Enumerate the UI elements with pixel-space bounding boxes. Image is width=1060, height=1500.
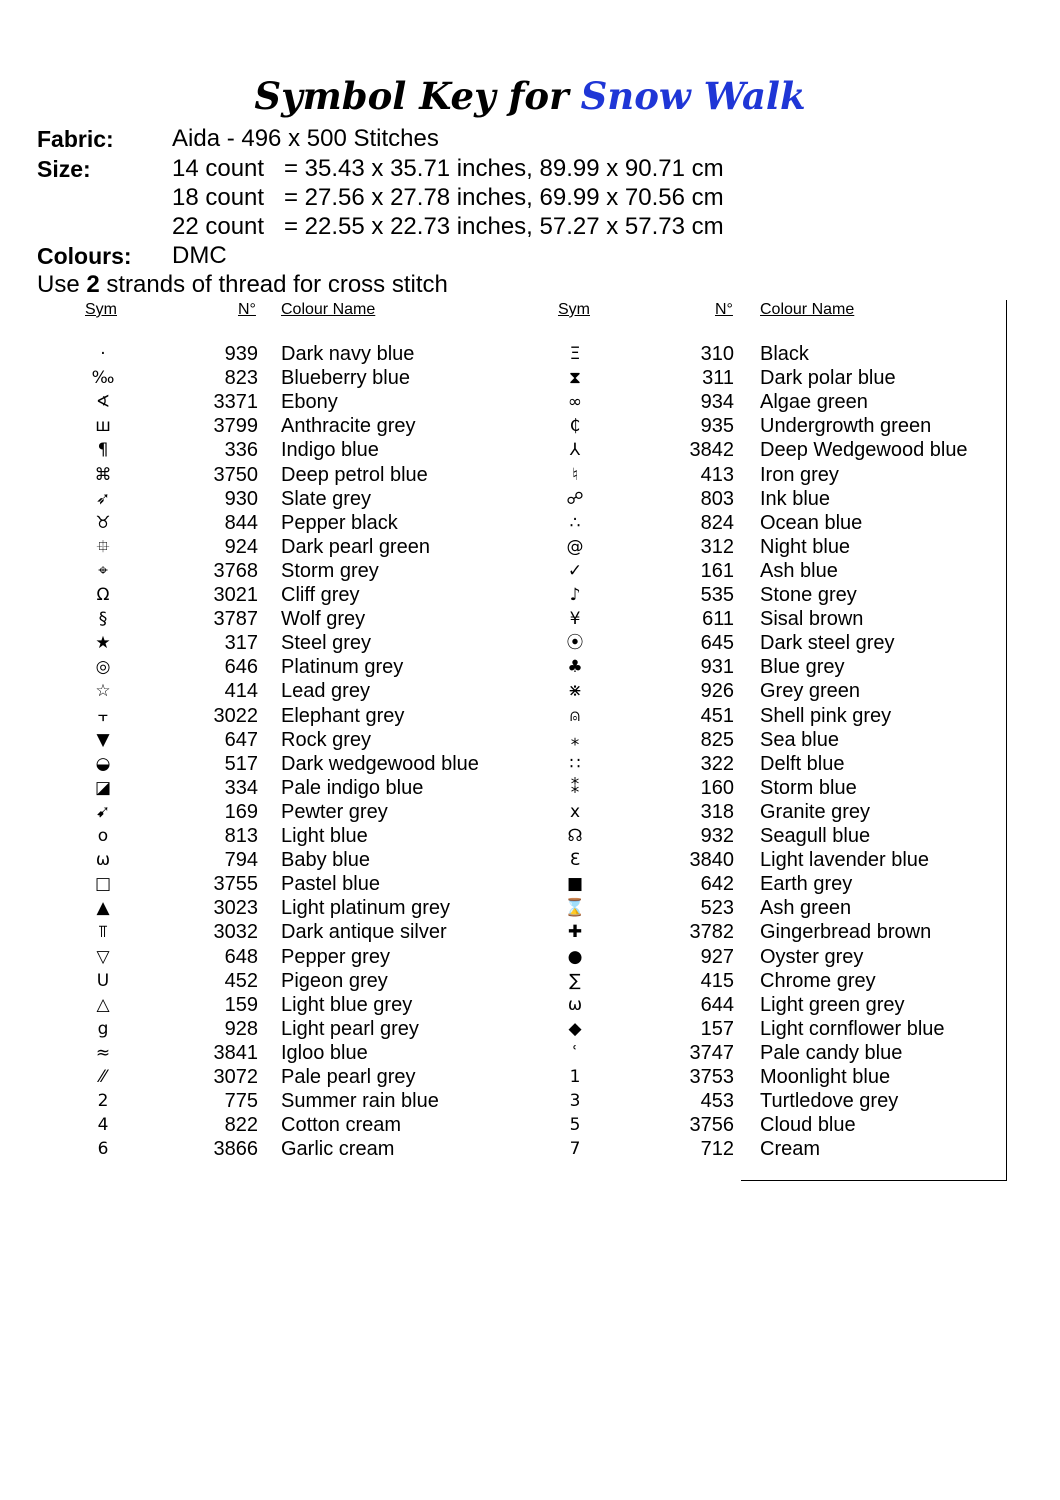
colour-name: Grey green: [760, 680, 861, 703]
colour-name: Cloud blue: [760, 1114, 856, 1137]
symbol-glyph: ∑: [569, 970, 581, 991]
size-dims: = 22.55 x 22.73 inches, 57.27 x 57.73 cm: [284, 213, 724, 240]
colour-name: Ink blue: [760, 487, 831, 510]
dmc-number: 336: [224, 439, 258, 462]
symbol-glyph: ¶: [97, 440, 109, 461]
colour-name: Gingerbread brown: [760, 921, 932, 944]
symbol-glyph: ✓: [567, 560, 583, 581]
dmc-number: 3750: [213, 463, 258, 486]
dmc-number: 318: [700, 800, 734, 823]
dmc-number: 824: [700, 511, 734, 534]
dmc-number: 934: [700, 391, 734, 414]
dmc-number: 644: [700, 993, 734, 1016]
symbol-glyph: @: [566, 536, 584, 557]
strands-count: 2: [86, 271, 100, 298]
key-row: [0, 776, 1000, 800]
dmc-number: 932: [700, 825, 734, 847]
dmc-number: 646: [224, 656, 258, 679]
colour-name: Anthracite grey: [281, 415, 416, 438]
key-row: [0, 1041, 1000, 1065]
key-row: [0, 1017, 1000, 1041]
dmc-number: 813: [224, 825, 258, 847]
colour-name: Pale candy blue: [760, 1041, 903, 1064]
symbol-glyph: g: [97, 1018, 109, 1039]
symbol-glyph: ⫟: [97, 705, 109, 726]
symbol-glyph: ■: [566, 874, 584, 895]
symbol-glyph: 7: [569, 1139, 581, 1160]
key-row: [0, 487, 1000, 511]
key-row: [0, 655, 1000, 679]
dmc-number: 159: [224, 993, 258, 1016]
dmc-number: 415: [700, 969, 734, 992]
dmc-number: 451: [700, 704, 734, 727]
symbol-glyph: ▽: [96, 946, 110, 967]
symbol-glyph: 6: [97, 1139, 109, 1160]
dmc-number: 311: [702, 367, 734, 390]
colour-name: Oyster grey: [760, 945, 864, 968]
dmc-number: 939: [224, 343, 258, 365]
key-row: [0, 414, 1000, 438]
colour-name: Ash green: [760, 897, 852, 920]
colour-name: Blueberry blue: [281, 367, 410, 390]
symbol-glyph: □: [94, 874, 112, 895]
dmc-number: 3747: [689, 1041, 734, 1064]
colour-name: Algae green: [760, 391, 868, 414]
colour-name: Sea blue: [760, 728, 839, 751]
colour-name: Cream: [760, 1138, 821, 1161]
key-row: [0, 631, 1000, 655]
dmc-number: 775: [224, 1090, 258, 1113]
key-row: [0, 1089, 1000, 1113]
key-row: [0, 559, 1000, 583]
dmc-number: 3799: [213, 415, 258, 438]
symbol-glyph: Ω: [96, 585, 110, 605]
dmc-number: 935: [700, 415, 734, 438]
dmc-number: 3021: [213, 584, 258, 606]
header-num-right: N°: [715, 301, 733, 318]
dmc-number: 160: [700, 776, 734, 799]
dmc-number: 924: [224, 535, 258, 558]
size-count: 18 count: [172, 184, 265, 211]
colour-name: Earth grey: [760, 873, 853, 896]
key-row: [0, 511, 1000, 535]
table-border-bottom: [741, 1180, 1007, 1181]
symbol-glyph: 3: [569, 1091, 581, 1112]
header-num-left: N°: [238, 301, 256, 318]
key-row: [0, 896, 1000, 920]
colour-name: Igloo blue: [281, 1041, 368, 1064]
dmc-number: 822: [224, 1114, 258, 1137]
symbol-glyph: ✚: [567, 922, 583, 943]
colour-name: Lead grey: [281, 680, 370, 703]
symbol-glyph: ∷: [569, 753, 581, 774]
key-row: [0, 728, 1000, 752]
colour-name: Ocean blue: [760, 511, 863, 534]
colour-name: Baby blue: [281, 849, 370, 872]
key-row: [0, 824, 1000, 848]
symbol-glyph: ∢: [95, 392, 111, 413]
colour-name: Slate grey: [281, 487, 372, 510]
symbol-glyph: ⁑: [570, 777, 580, 798]
key-row: [0, 920, 1000, 944]
symbol-glyph: ⌖: [98, 560, 108, 581]
symbol-glyph: ≈: [95, 1042, 111, 1063]
key-row: [0, 752, 1000, 776]
dmc-number: 3841: [213, 1041, 258, 1064]
symbol-glyph: Ɛ: [569, 850, 581, 871]
fabric-label: Fabric:: [37, 126, 114, 152]
colour-name: Blue grey: [760, 656, 845, 679]
size-count: 22 count: [172, 213, 265, 240]
symbol-glyph: ‰: [91, 368, 115, 389]
symbol-glyph: ⍝: [569, 705, 581, 726]
symbol-glyph: 2: [97, 1091, 109, 1112]
dmc-number: 3072: [213, 1066, 258, 1088]
key-row: [0, 438, 1000, 462]
colour-name: Night blue: [760, 535, 851, 558]
symbol-glyph: Ս: [96, 970, 110, 991]
key-row: [0, 390, 1000, 414]
symbol-glyph: ¥: [569, 609, 581, 630]
colour-name: Cliff grey: [281, 584, 360, 606]
dmc-number: 647: [224, 728, 258, 751]
symbol-glyph: ⌛: [564, 898, 586, 919]
colour-name: Garlic cream: [281, 1138, 395, 1161]
dmc-number: 312: [700, 535, 734, 558]
symbol-glyph: ⁎: [570, 729, 580, 750]
header-sym-left: Sym: [85, 301, 117, 318]
symbol-glyph: 5: [569, 1115, 581, 1136]
colour-name: Cotton cream: [281, 1114, 402, 1137]
symbol-glyph: ⌘: [94, 464, 112, 485]
colour-name: Light pearl grey: [281, 1017, 419, 1040]
colour-name: Dark polar blue: [760, 367, 896, 390]
key-row: [0, 1113, 1000, 1137]
key-row: [0, 1065, 1000, 1089]
colour-name: Dark navy blue: [281, 343, 415, 365]
key-row: [0, 679, 1000, 703]
key-row: [0, 993, 1000, 1017]
size-dims: = 35.43 x 35.71 inches, 89.99 x 90.71 cm: [284, 155, 724, 182]
symbol-glyph: x: [569, 801, 581, 822]
colour-name: Wolf grey: [281, 608, 366, 631]
header-name-right: Colour Name: [760, 301, 855, 318]
symbol-glyph: ☆: [95, 681, 111, 702]
dmc-number: 645: [700, 632, 734, 655]
symbol-glyph: △: [96, 994, 110, 1015]
key-row: [0, 583, 1000, 607]
dmc-number: 3032: [213, 921, 258, 944]
strands-pre: Use: [37, 271, 87, 298]
size-label: Size:: [37, 156, 91, 182]
dmc-number: 3371: [213, 391, 258, 414]
colour-name: Dark steel grey: [760, 632, 895, 655]
dmc-number: 3768: [213, 559, 258, 582]
colour-name: Pewter grey: [281, 800, 388, 823]
colour-name: Light blue grey: [281, 993, 413, 1016]
colour-name: Elephant grey: [281, 704, 405, 727]
dmc-number: 611: [702, 608, 734, 631]
symbol-glyph: o: [97, 826, 109, 846]
colour-name: Turtledove grey: [760, 1090, 899, 1113]
key-row: [0, 463, 1000, 487]
symbol-glyph: ♮: [571, 464, 579, 485]
colour-name: Seagull blue: [760, 825, 871, 847]
colour-name: Light cornflower blue: [760, 1017, 945, 1040]
symbol-glyph: ⅄: [569, 440, 581, 461]
colour-name: Black: [760, 343, 809, 365]
colour-name: Stone grey: [760, 584, 857, 606]
colours-label: Colours:: [37, 243, 132, 269]
symbol-glyph: ∞: [567, 392, 583, 413]
dmc-number: 322: [700, 752, 734, 775]
symbol-glyph: Ξ: [569, 344, 581, 364]
colour-name: Deep Wedgewood blue: [760, 439, 968, 462]
fabric-value: Aida - 496 x 500 Stitches: [172, 125, 439, 152]
symbol-glyph: ★: [95, 633, 111, 654]
symbol-glyph: ♪: [569, 585, 581, 605]
colour-name: Iron grey: [760, 463, 839, 486]
symbol-glyph: ☍: [566, 488, 584, 509]
colour-name: Platinum grey: [281, 656, 404, 679]
symbol-glyph: 4: [97, 1115, 109, 1136]
title-prefix: Symbol Key for: [254, 74, 569, 118]
dmc-number: 648: [224, 945, 258, 968]
symbol-glyph: 1: [569, 1067, 581, 1087]
dmc-number: 3866: [213, 1138, 258, 1161]
colour-name: Light blue: [281, 825, 368, 847]
key-row: [0, 969, 1000, 993]
dmc-number: 3842: [689, 439, 734, 462]
symbol-glyph: ⫪: [98, 922, 108, 943]
dmc-number: 452: [224, 969, 258, 992]
dmc-number: 3755: [213, 873, 258, 896]
colour-name: Chrome grey: [760, 969, 876, 992]
dmc-number: 930: [224, 487, 258, 510]
size-count: 14 count: [172, 155, 265, 182]
page-title: [0, 74, 1060, 118]
colour-name: Pigeon grey: [281, 969, 388, 992]
dmc-number: 535: [700, 584, 734, 606]
symbol-glyph: ◪: [94, 777, 112, 798]
symbol-glyph: §: [98, 609, 108, 630]
key-row: [0, 872, 1000, 896]
dmc-number: 794: [224, 849, 258, 872]
strands-note: [37, 271, 448, 299]
title-pattern-name: Snow Walk: [580, 74, 806, 118]
dmc-number: 928: [224, 1017, 258, 1040]
dmc-number: 803: [700, 487, 734, 510]
symbol-glyph: ♉: [95, 512, 111, 533]
key-row: [0, 366, 1000, 390]
colour-name: Dark pearl green: [281, 535, 430, 558]
colour-name: Deep petrol blue: [281, 463, 428, 486]
dmc-number: 317: [224, 632, 258, 655]
dmc-number: 413: [700, 463, 734, 486]
dmc-number: 3023: [213, 897, 258, 920]
dmc-number: 823: [224, 367, 258, 390]
colour-name: Light platinum grey: [281, 897, 450, 920]
dmc-number: 453: [700, 1090, 734, 1113]
colour-name: Pale indigo blue: [281, 776, 424, 799]
symbol-glyph: ∴: [569, 512, 581, 533]
dmc-number: 3756: [689, 1114, 734, 1137]
colour-name: Moonlight blue: [760, 1066, 891, 1088]
colour-name: Pastel blue: [281, 873, 380, 896]
size-dims: = 27.56 x 27.78 inches, 69.99 x 70.56 cm: [284, 184, 724, 211]
symbol-glyph: ▼: [96, 729, 110, 750]
colour-name: Dark wedgewood blue: [281, 752, 479, 775]
colour-name: Storm blue: [760, 776, 857, 799]
symbol-glyph: ʿ: [572, 1042, 578, 1063]
symbol-glyph: ω: [95, 850, 111, 871]
key-row: [0, 704, 1000, 728]
dmc-number: 310: [700, 343, 734, 365]
symbol-glyph: ◎: [95, 657, 111, 678]
strands-post: strands of thread for cross stitch: [99, 271, 448, 298]
symbol-glyph: ·: [100, 344, 106, 364]
size-18-line: [172, 184, 724, 212]
dmc-number: 927: [700, 945, 734, 968]
dmc-number: 3753: [689, 1066, 734, 1088]
colour-name: Shell pink grey: [760, 704, 892, 727]
symbol-glyph: ⧗: [569, 368, 581, 389]
symbol-glyph: ☊: [567, 826, 583, 846]
table-border-right: [1006, 300, 1007, 1180]
dmc-number: 3782: [689, 921, 734, 944]
dmc-number: 3840: [689, 849, 734, 872]
colour-name: Storm grey: [281, 559, 379, 582]
dmc-number: 169: [224, 800, 258, 823]
colour-name: Delft blue: [760, 752, 845, 775]
colour-name: Undergrowth green: [760, 415, 932, 438]
colour-name: Sisal brown: [760, 608, 864, 631]
symbol-glyph: ш: [95, 416, 111, 437]
colour-name: Granite grey: [760, 800, 871, 823]
dmc-number: 414: [224, 680, 258, 703]
dmc-number: 334: [224, 776, 258, 799]
dmc-number: 157: [700, 1017, 734, 1040]
colour-name: Pepper black: [281, 511, 398, 534]
colour-name: Light lavender blue: [760, 849, 930, 872]
header-name-left: Colour Name: [281, 301, 376, 318]
colour-name: Pale pearl grey: [281, 1066, 416, 1088]
symbol-glyph: ⦿: [566, 633, 584, 654]
symbol-glyph: ●: [567, 946, 583, 967]
size-14-line: [172, 155, 724, 183]
symbol-glyph: ω: [567, 994, 583, 1015]
symbol-glyph: ⯐: [96, 536, 110, 557]
symbol-glyph: ◆: [568, 1018, 582, 1039]
size-22-line: [172, 213, 724, 241]
colour-name: Ash blue: [760, 559, 838, 582]
colour-name: Ebony: [281, 391, 338, 414]
key-row: [0, 607, 1000, 631]
dmc-number: 3787: [213, 608, 258, 631]
symbol-glyph: ◒: [95, 753, 111, 774]
symbol-glyph: ♣: [567, 657, 583, 678]
symbol-glyph: ➹: [95, 801, 111, 822]
dmc-number: 926: [700, 680, 734, 703]
dmc-number: 931: [700, 656, 734, 679]
symbol-glyph: ▲: [96, 898, 110, 919]
colour-name: Light green grey: [760, 993, 905, 1016]
colour-name: Dark antique silver: [281, 921, 447, 944]
dmc-number: 844: [224, 511, 258, 534]
colour-name: Summer rain blue: [281, 1090, 439, 1113]
symbol-glyph: ➶: [95, 488, 111, 509]
key-row: [0, 848, 1000, 872]
key-row: [0, 800, 1000, 824]
colours-value: DMC: [172, 242, 227, 269]
symbol-glyph: ⁄⁄: [100, 1067, 106, 1087]
key-row: [0, 945, 1000, 969]
dmc-number: 523: [700, 897, 734, 920]
header-sym-right: Sym: [558, 301, 590, 318]
dmc-number: 517: [224, 752, 258, 775]
key-row: [0, 535, 1000, 559]
symbol-glyph: ⋇: [567, 681, 583, 702]
symbol-glyph: ₵: [569, 416, 581, 437]
dmc-number: 3022: [213, 704, 258, 727]
dmc-number: 712: [700, 1138, 734, 1161]
key-row: [0, 342, 1000, 366]
colour-name: Pepper grey: [281, 945, 390, 968]
key-row: [0, 1137, 1000, 1161]
colour-name: Rock grey: [281, 728, 372, 751]
dmc-number: 642: [700, 873, 734, 896]
colour-name: Indigo blue: [281, 439, 379, 462]
colour-name: Steel grey: [281, 632, 372, 655]
dmc-number: 161: [700, 559, 734, 582]
dmc-number: 825: [700, 728, 734, 751]
